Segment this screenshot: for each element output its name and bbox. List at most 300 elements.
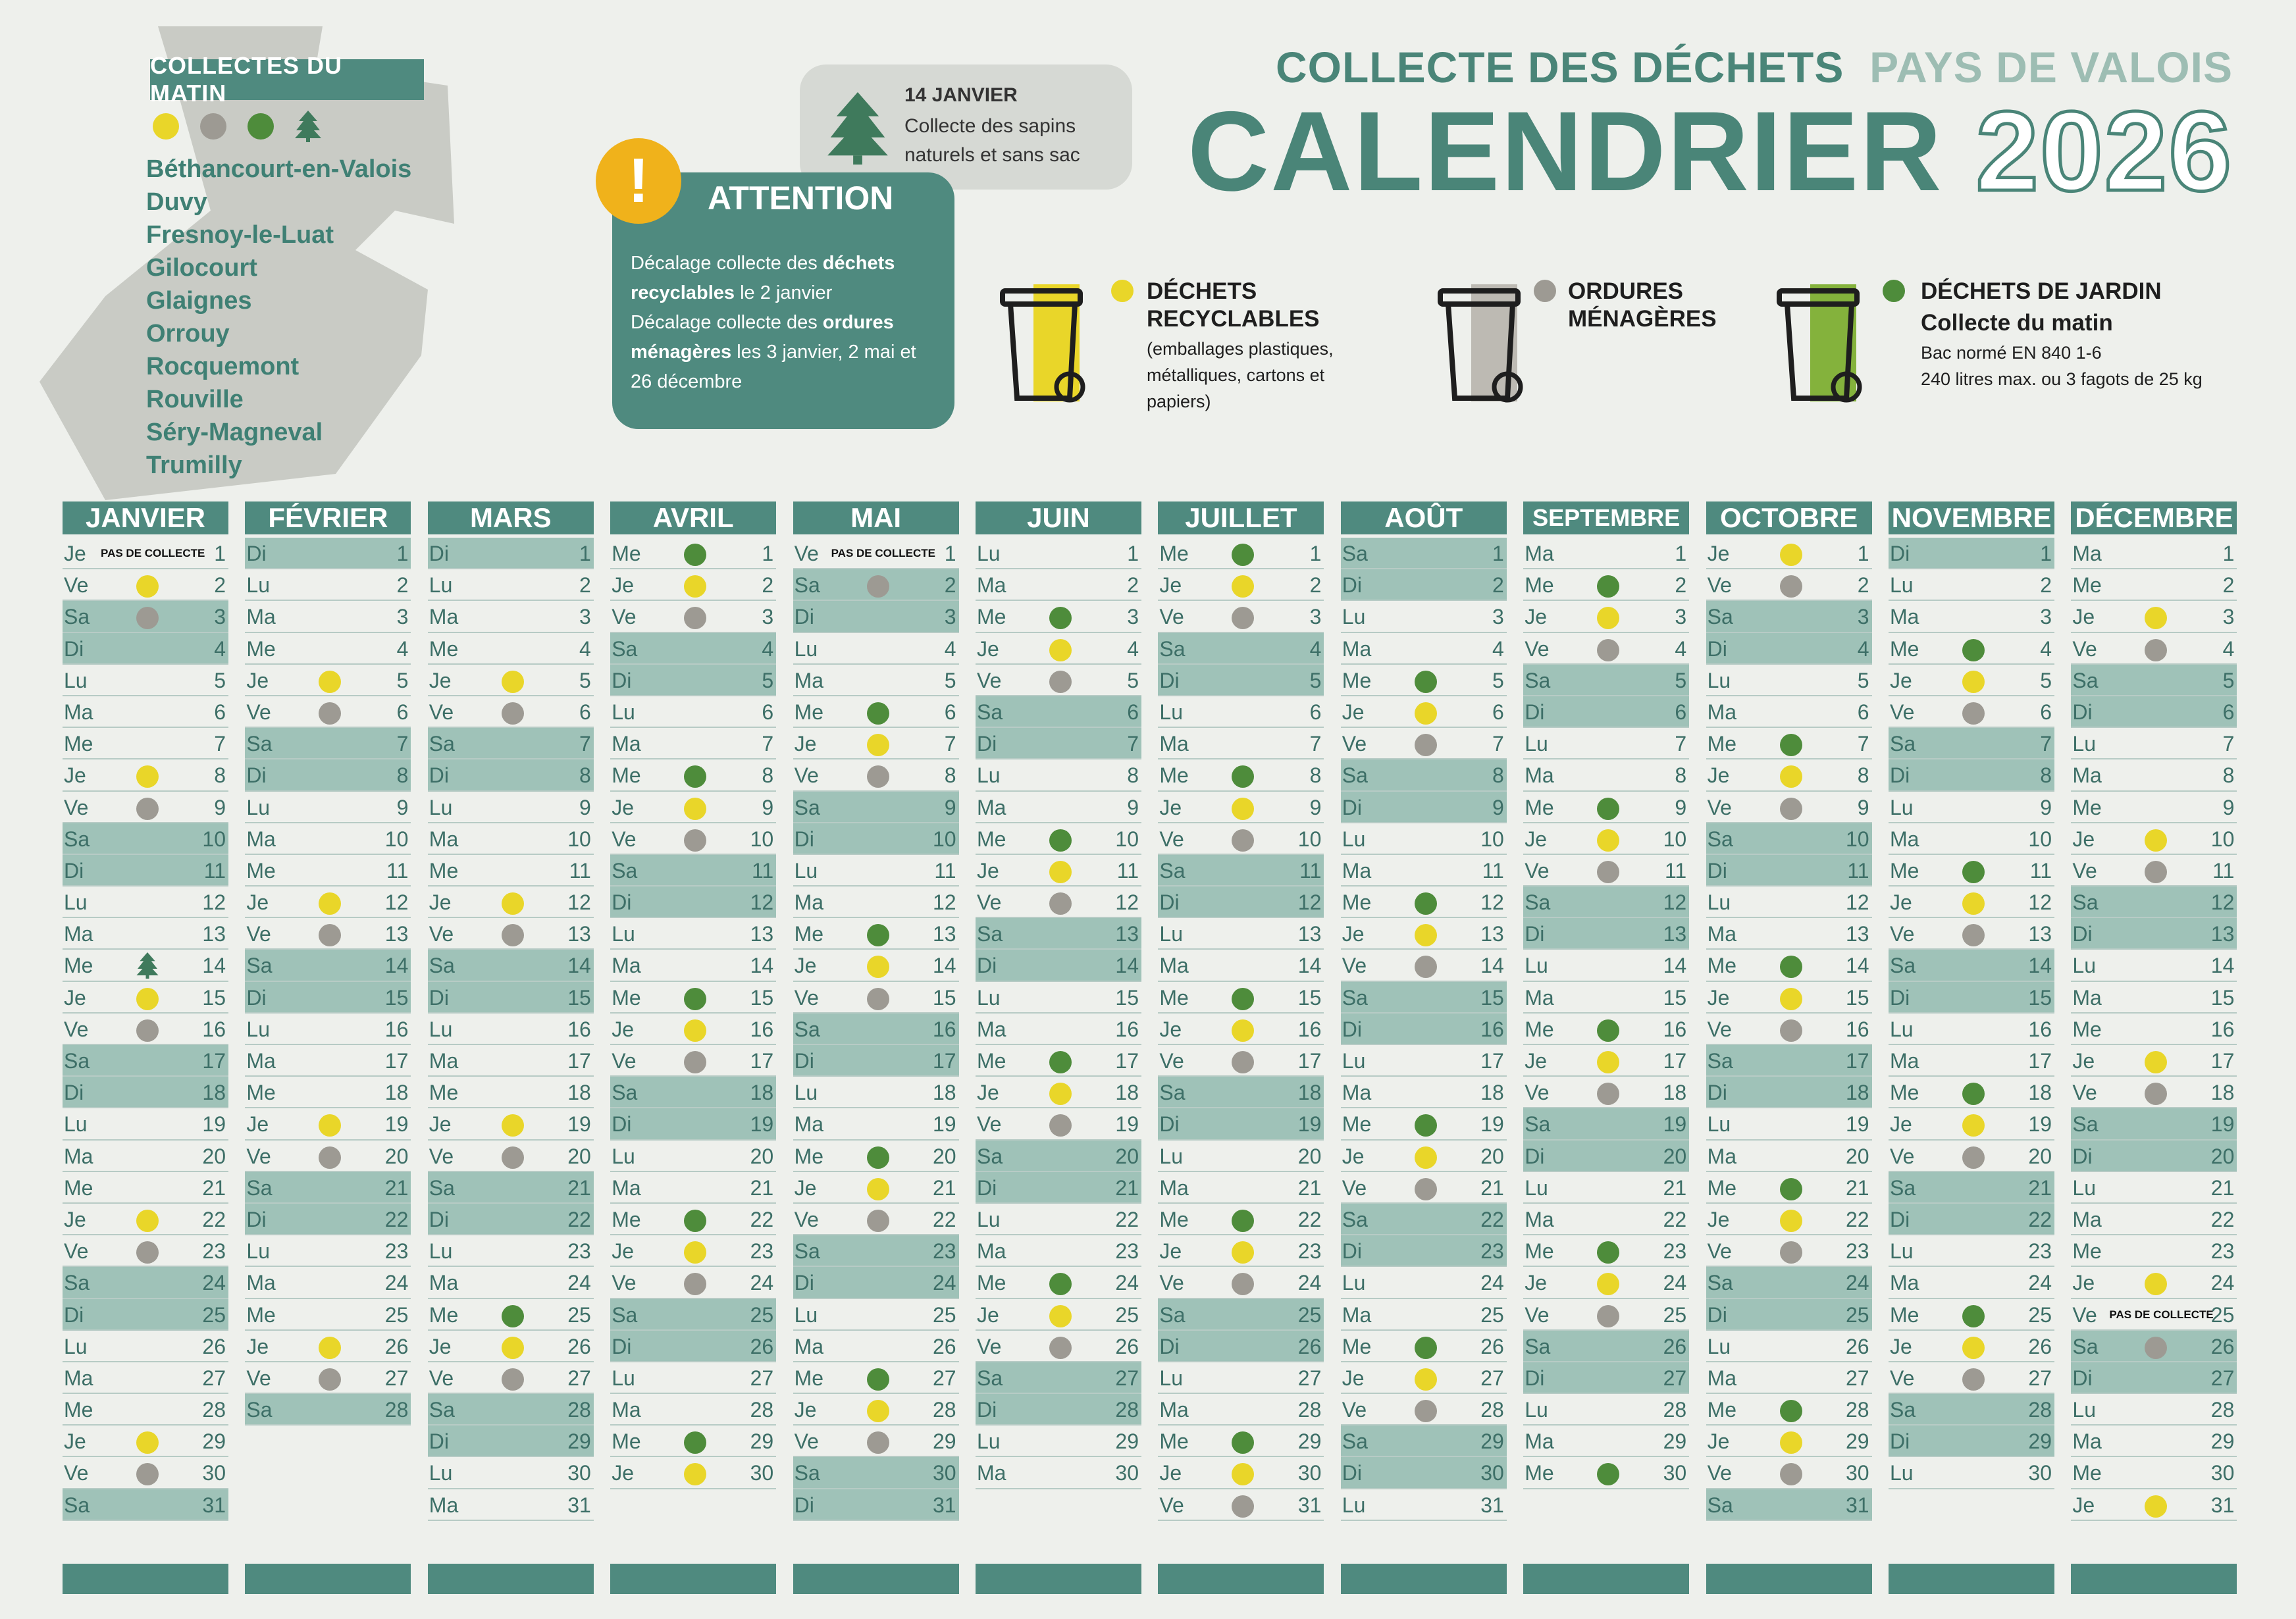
day-row xyxy=(1341,728,1507,759)
month-footer-bar xyxy=(1889,1564,2054,1594)
weekday-label: Je xyxy=(64,542,86,565)
month-header: AOÛT xyxy=(1341,501,1507,534)
day-row xyxy=(1523,1108,1689,1140)
day-number: 3 xyxy=(214,605,226,629)
day-row xyxy=(1889,855,2054,887)
day-number: 20 xyxy=(1115,1144,1139,1168)
weekday-label: Ma xyxy=(1159,1175,1189,1200)
month-header: DÉCEMBRE xyxy=(2071,501,2237,534)
weekday-label: Sa xyxy=(1707,1049,1733,1073)
day-row xyxy=(1158,1267,1324,1298)
month-column xyxy=(428,501,594,1521)
green-dot-icon xyxy=(1597,798,1619,820)
day-number: 26 xyxy=(2210,1334,2235,1358)
day-row xyxy=(1158,1426,1324,1457)
day-row xyxy=(245,1394,411,1426)
day-number: 3 xyxy=(1675,605,1687,629)
day-row xyxy=(1341,1489,1507,1521)
day-number: 25 xyxy=(202,1302,226,1327)
weekday-label: Ma xyxy=(1342,858,1372,883)
day-number: 1 xyxy=(1492,542,1504,565)
day-row xyxy=(245,950,411,981)
weekday-label: Lu xyxy=(612,922,635,946)
day-row xyxy=(245,1141,411,1172)
day-number: 25 xyxy=(1663,1302,1687,1327)
day-number: 13 xyxy=(2028,922,2052,946)
day-row xyxy=(793,728,959,759)
day-number: 5 xyxy=(214,668,226,692)
day-number: 17 xyxy=(1846,1049,1869,1073)
day-number: 18 xyxy=(1846,1081,1869,1105)
day-row xyxy=(2071,887,2237,918)
day-row xyxy=(245,1077,411,1108)
weekday-label: Lu xyxy=(429,1239,453,1264)
day-row xyxy=(245,1172,411,1204)
weekday-label: Sa xyxy=(977,922,1003,946)
weekday-label: Me xyxy=(612,542,641,565)
weekday-label: Je xyxy=(1159,1239,1182,1264)
day-number: 24 xyxy=(384,1271,409,1295)
green-dot-icon xyxy=(684,1210,706,1232)
day-row xyxy=(63,823,228,855)
weekday-label: Sa xyxy=(794,1239,820,1264)
yellow-dot-icon xyxy=(867,734,889,756)
green-dot-icon xyxy=(1232,544,1254,566)
grey-dot-icon xyxy=(136,1241,159,1264)
weekday-label: Sa xyxy=(1525,890,1551,915)
month-header: JUIN xyxy=(976,501,1141,534)
weekday-label: Me xyxy=(246,1081,276,1105)
day-row xyxy=(2071,1299,2237,1331)
day-row xyxy=(793,1204,959,1235)
day-row xyxy=(1889,1331,2054,1362)
day-number: 18 xyxy=(567,1081,591,1105)
weekday-label: Di xyxy=(794,1493,814,1517)
weekday-label: Ma xyxy=(246,1271,276,1295)
day-row xyxy=(63,1235,228,1267)
day-number: 4 xyxy=(2040,636,2052,661)
weekday-label: Lu xyxy=(2072,1398,2096,1422)
day-number: 17 xyxy=(1480,1049,1504,1073)
green-dot-icon xyxy=(1415,1114,1437,1137)
day-number: 17 xyxy=(1663,1049,1687,1073)
weekday-label: Ve xyxy=(794,763,819,788)
day-number: 2 xyxy=(1857,573,1869,598)
weekday-label: Je xyxy=(64,1207,86,1231)
day-row xyxy=(245,1108,411,1140)
day-number: 13 xyxy=(1115,922,1139,946)
weekday-label: Di xyxy=(2072,922,2093,946)
day-number: 3 xyxy=(1309,605,1322,629)
weekday-label: Me xyxy=(1159,985,1189,1010)
day-number: 25 xyxy=(1480,1302,1504,1327)
day-row xyxy=(793,1108,959,1140)
day-row xyxy=(63,982,228,1014)
day-number: 14 xyxy=(1663,954,1687,978)
weekday-label: Me xyxy=(64,1175,93,1200)
weekday-label: Me xyxy=(1525,1461,1554,1485)
weekday-label: Ma xyxy=(1525,542,1554,565)
weekday-label: Sa xyxy=(977,1144,1003,1168)
day-number: 6 xyxy=(396,700,409,724)
weekday-label: Di xyxy=(1890,542,1910,565)
day-row xyxy=(1158,759,1324,791)
day-row xyxy=(1889,728,2054,759)
grey-dot-icon xyxy=(1597,639,1619,661)
month-header: FÉVRIER xyxy=(245,501,411,534)
day-number: 28 xyxy=(1480,1398,1504,1422)
day-number: 13 xyxy=(2210,922,2235,946)
day-row xyxy=(2071,538,2237,569)
day-row xyxy=(1706,728,1872,759)
day-row xyxy=(1523,759,1689,791)
weekday-label: Je xyxy=(977,858,999,883)
day-row xyxy=(1158,1235,1324,1267)
day-row xyxy=(1341,1457,1507,1489)
day-row xyxy=(1889,1014,2054,1045)
day-number: 11 xyxy=(934,858,956,883)
day-number: 17 xyxy=(567,1049,591,1073)
day-row xyxy=(1158,601,1324,632)
day-row xyxy=(1706,1077,1872,1108)
day-row xyxy=(1889,633,2054,665)
weekday-label: Di xyxy=(977,1398,997,1422)
weekday-label: Ve xyxy=(1890,922,1915,946)
recyclables-title: DÉCHETS RECYCLABLES xyxy=(1147,278,1320,332)
day-number: 21 xyxy=(1663,1175,1687,1200)
weekday-label: Ve xyxy=(246,700,271,724)
day-row xyxy=(2071,823,2237,855)
day-number: 12 xyxy=(1663,890,1687,915)
weekday-label: Lu xyxy=(429,1461,453,1485)
day-row xyxy=(2071,1045,2237,1077)
day-number: 25 xyxy=(750,1302,774,1327)
grey-dot-icon xyxy=(1962,924,1985,946)
day-row xyxy=(1158,950,1324,981)
day-row xyxy=(976,1457,1141,1489)
day-row xyxy=(1523,633,1689,665)
weekday-label: Me xyxy=(2072,573,2102,598)
yellow-dot-icon xyxy=(502,1114,524,1137)
weekday-label: Di xyxy=(246,1207,267,1231)
ordures-title: ORDURES MÉNAGÈRES xyxy=(1568,278,1717,332)
day-number: 30 xyxy=(567,1461,591,1485)
day-number: 30 xyxy=(202,1461,226,1485)
day-number: 13 xyxy=(1480,922,1504,946)
day-number: 18 xyxy=(384,1081,409,1105)
weekday-label: Me xyxy=(1890,1081,1919,1105)
weekday-label: Lu xyxy=(1525,1398,1548,1422)
day-number: 26 xyxy=(1663,1334,1687,1358)
day-number: 25 xyxy=(1846,1302,1869,1327)
day-number: 2 xyxy=(214,573,226,598)
day-row xyxy=(1706,855,1872,887)
day-row xyxy=(2071,1394,2237,1426)
day-number: 13 xyxy=(567,922,591,946)
day-number: 24 xyxy=(2210,1271,2235,1295)
weekday-label: Lu xyxy=(1342,605,1366,629)
weekday-label: Me xyxy=(794,1144,824,1168)
weekday-label: Sa xyxy=(64,827,90,851)
weekday-label: Lu xyxy=(64,1334,88,1358)
grey-dot-icon xyxy=(1232,829,1254,852)
yellow-dot-icon xyxy=(1780,1431,1802,1454)
day-row xyxy=(1341,823,1507,855)
day-row xyxy=(1158,1141,1324,1172)
day-row xyxy=(63,1426,228,1457)
weekday-label: Ma xyxy=(977,1461,1006,1485)
weekday-label: Me xyxy=(64,732,93,756)
day-row xyxy=(1706,1045,1872,1077)
weekday-label: Je xyxy=(1342,922,1365,946)
day-number: 12 xyxy=(567,890,591,915)
day-row xyxy=(1523,1014,1689,1045)
day-list xyxy=(1158,538,1324,1521)
attention-text-part: les 3 janvier, 2 mai et 26 décembre xyxy=(631,342,916,392)
weekday-label: Je xyxy=(794,732,817,756)
day-row xyxy=(1341,759,1507,791)
day-row xyxy=(245,538,411,569)
day-number: 7 xyxy=(762,732,774,756)
day-number: 26 xyxy=(384,1334,409,1358)
weekday-label: Me xyxy=(246,636,276,661)
day-row xyxy=(245,918,411,950)
day-number: 16 xyxy=(2210,1017,2235,1041)
grey-dot-icon xyxy=(1049,1114,1072,1137)
day-row xyxy=(2071,1267,2237,1298)
weekday-label: Je xyxy=(1707,1207,1730,1231)
weekday-label: Ma xyxy=(1159,1398,1189,1422)
day-number: 29 xyxy=(1115,1429,1139,1454)
weekday-label: Ve xyxy=(1342,954,1367,978)
day-row xyxy=(1706,1108,1872,1140)
day-row xyxy=(245,792,411,823)
weekday-label: Sa xyxy=(2072,1334,2099,1358)
day-list xyxy=(2071,538,2237,1521)
weekday-label: Di xyxy=(1707,1081,1727,1105)
grey-dot-icon xyxy=(1780,1463,1802,1485)
weekday-label: Je xyxy=(612,1239,634,1264)
weekday-label: Ve xyxy=(794,1207,819,1231)
day-row xyxy=(63,696,228,728)
day-row xyxy=(793,918,959,950)
day-row xyxy=(1158,1077,1324,1108)
day-row xyxy=(1341,887,1507,918)
weekday-label: Ve xyxy=(1342,1398,1367,1422)
page-title-a: CALENDRIER xyxy=(1187,88,1943,215)
weekday-label: Me xyxy=(64,1398,93,1422)
day-number: 10 xyxy=(567,827,591,851)
day-number: 26 xyxy=(1115,1334,1139,1358)
weekday-label: Ve xyxy=(794,542,819,565)
green-dot-icon xyxy=(1780,956,1802,978)
day-number: 29 xyxy=(1846,1429,1869,1454)
weekday-label: Me xyxy=(2072,795,2102,819)
day-number: 10 xyxy=(1846,827,1869,851)
day-row xyxy=(1889,696,2054,728)
weekday-label: Sa xyxy=(1890,1398,1916,1422)
weekday-label: Ma xyxy=(1525,1207,1554,1231)
day-number: 15 xyxy=(1297,985,1322,1010)
weekday-label: Sa xyxy=(1159,636,1186,661)
weekday-label: Sa xyxy=(246,1398,273,1422)
day-row xyxy=(610,1331,776,1362)
weekday-label: Sa xyxy=(977,700,1003,724)
day-number: 31 xyxy=(567,1493,591,1517)
day-number: 6 xyxy=(1127,700,1139,724)
weekday-label: Di xyxy=(1890,985,1910,1010)
day-number: 7 xyxy=(1492,732,1504,756)
month-column xyxy=(1889,501,2054,1489)
day-row xyxy=(428,1141,594,1172)
day-number: 11 xyxy=(1482,858,1504,883)
day-row xyxy=(793,855,959,887)
day-number: 5 xyxy=(762,668,774,692)
weekday-label: Ve xyxy=(1890,1144,1915,1168)
day-row xyxy=(428,1331,594,1362)
day-row xyxy=(245,1204,411,1235)
month-footer-bar xyxy=(63,1564,228,1594)
day-row xyxy=(793,1077,959,1108)
day-row xyxy=(793,569,959,601)
day-number: 8 xyxy=(762,763,774,788)
page-title xyxy=(1187,88,2233,215)
day-list xyxy=(1889,538,2054,1489)
day-row xyxy=(428,950,594,981)
green-dot-icon xyxy=(1232,765,1254,788)
day-row xyxy=(245,728,411,759)
weekday-label: Di xyxy=(429,763,450,788)
day-row xyxy=(428,759,594,791)
day-row xyxy=(793,1267,959,1298)
day-number: 30 xyxy=(1663,1461,1687,1485)
day-number: 24 xyxy=(567,1271,591,1295)
green-dot-icon xyxy=(1962,1305,1985,1327)
yellow-dot-icon xyxy=(867,1400,889,1422)
weekday-label: Di xyxy=(1342,1239,1363,1264)
yellow-dot-icon xyxy=(2145,829,2167,852)
weekday-label: Ma xyxy=(2072,1429,2102,1454)
grey-dot-icon xyxy=(1049,1337,1072,1359)
green-dot-icon xyxy=(1049,1051,1072,1073)
day-row xyxy=(1523,1362,1689,1394)
day-row xyxy=(2071,569,2237,601)
weekday-label: Je xyxy=(612,1017,634,1041)
weekday-label: Je xyxy=(246,668,269,692)
day-row xyxy=(2071,950,2237,981)
green-dot-icon xyxy=(1049,607,1072,629)
weekday-label: Me xyxy=(2072,1239,2102,1264)
weekday-label: Je xyxy=(977,636,999,661)
day-row xyxy=(428,792,594,823)
weekday-label: Di xyxy=(64,858,84,883)
jardin-title: DÉCHETS DE JARDIN xyxy=(1921,278,2162,304)
day-number: 23 xyxy=(1663,1239,1687,1264)
day-row xyxy=(2071,1331,2237,1362)
month-header: OCTOBRE xyxy=(1706,501,1872,534)
day-number: 8 xyxy=(1309,763,1322,788)
day-number: 28 xyxy=(2210,1398,2235,1422)
day-number: 30 xyxy=(2028,1461,2052,1485)
day-row xyxy=(976,918,1141,950)
weekday-label: Ma xyxy=(1890,827,1919,851)
day-row xyxy=(1341,1394,1507,1426)
weekday-label: Lu xyxy=(977,1429,1001,1454)
day-number: 4 xyxy=(1309,636,1322,661)
weekday-label: Je xyxy=(612,1461,634,1485)
day-number: 26 xyxy=(933,1334,956,1358)
day-row xyxy=(2071,1204,2237,1235)
day-row xyxy=(1523,538,1689,569)
day-number: 6 xyxy=(579,700,591,724)
day-number: 19 xyxy=(933,1112,956,1137)
weekday-label: Ma xyxy=(794,1334,824,1358)
day-number: 3 xyxy=(1857,605,1869,629)
grey-dot-icon xyxy=(502,1146,524,1169)
weekday-label: Je xyxy=(1159,573,1182,598)
day-row xyxy=(1341,1108,1507,1140)
day-number: 25 xyxy=(2210,1302,2235,1327)
weekday-label: Di xyxy=(429,1207,450,1231)
town-item: Béthancourt-en-Valois xyxy=(146,155,412,183)
weekday-label: Ve xyxy=(1525,636,1550,661)
day-number: 24 xyxy=(202,1271,226,1295)
grey-dot-icon xyxy=(319,1146,341,1169)
header-subtitle xyxy=(1276,42,2233,92)
grey-dot-icon xyxy=(502,1368,524,1391)
grey-dot-icon xyxy=(2145,1337,2167,1359)
weekday-label: Di xyxy=(1159,668,1180,692)
day-row xyxy=(1523,665,1689,696)
weekday-label: Ma xyxy=(794,890,824,915)
day-row xyxy=(1706,1489,1872,1521)
day-number: 4 xyxy=(762,636,774,661)
weekday-label: Me xyxy=(1890,1302,1919,1327)
day-row xyxy=(63,1489,228,1521)
day-number: 7 xyxy=(1675,732,1687,756)
day-list xyxy=(1341,538,1507,1521)
weekday-label: Me xyxy=(2072,1017,2102,1041)
weekday-label: Ma xyxy=(1342,1081,1372,1105)
weekday-label: Ve xyxy=(612,605,637,629)
grey-dot-icon xyxy=(684,607,706,629)
day-row xyxy=(245,982,411,1014)
day-number: 2 xyxy=(1127,573,1139,598)
day-number: 5 xyxy=(944,668,956,692)
weekday-label: Lu xyxy=(977,763,1001,788)
day-number: 2 xyxy=(396,573,409,598)
month-header: NOVEMBRE xyxy=(1889,501,2054,534)
day-number: 19 xyxy=(2028,1112,2052,1137)
weekday-label: Lu xyxy=(1159,1366,1183,1390)
weekday-label: Ma xyxy=(977,573,1006,598)
day-number: 22 xyxy=(2210,1207,2235,1231)
day-row xyxy=(63,1394,228,1426)
weekday-label: Je xyxy=(1342,1144,1365,1168)
weekday-label: Sa xyxy=(1525,1112,1551,1137)
day-number: 23 xyxy=(202,1239,226,1264)
day-row xyxy=(1706,1362,1872,1394)
day-number: 29 xyxy=(567,1429,591,1454)
day-number: 22 xyxy=(2028,1207,2052,1231)
tree-collection-text: Collecte des sapins naturels et sans sac xyxy=(904,115,1080,166)
day-number: 28 xyxy=(384,1398,409,1422)
weekday-label: Ve xyxy=(1159,1271,1184,1295)
day-number: 28 xyxy=(750,1398,774,1422)
day-list xyxy=(976,538,1141,1489)
day-number: 1 xyxy=(944,542,956,565)
grey-dot-icon xyxy=(1597,1083,1619,1105)
